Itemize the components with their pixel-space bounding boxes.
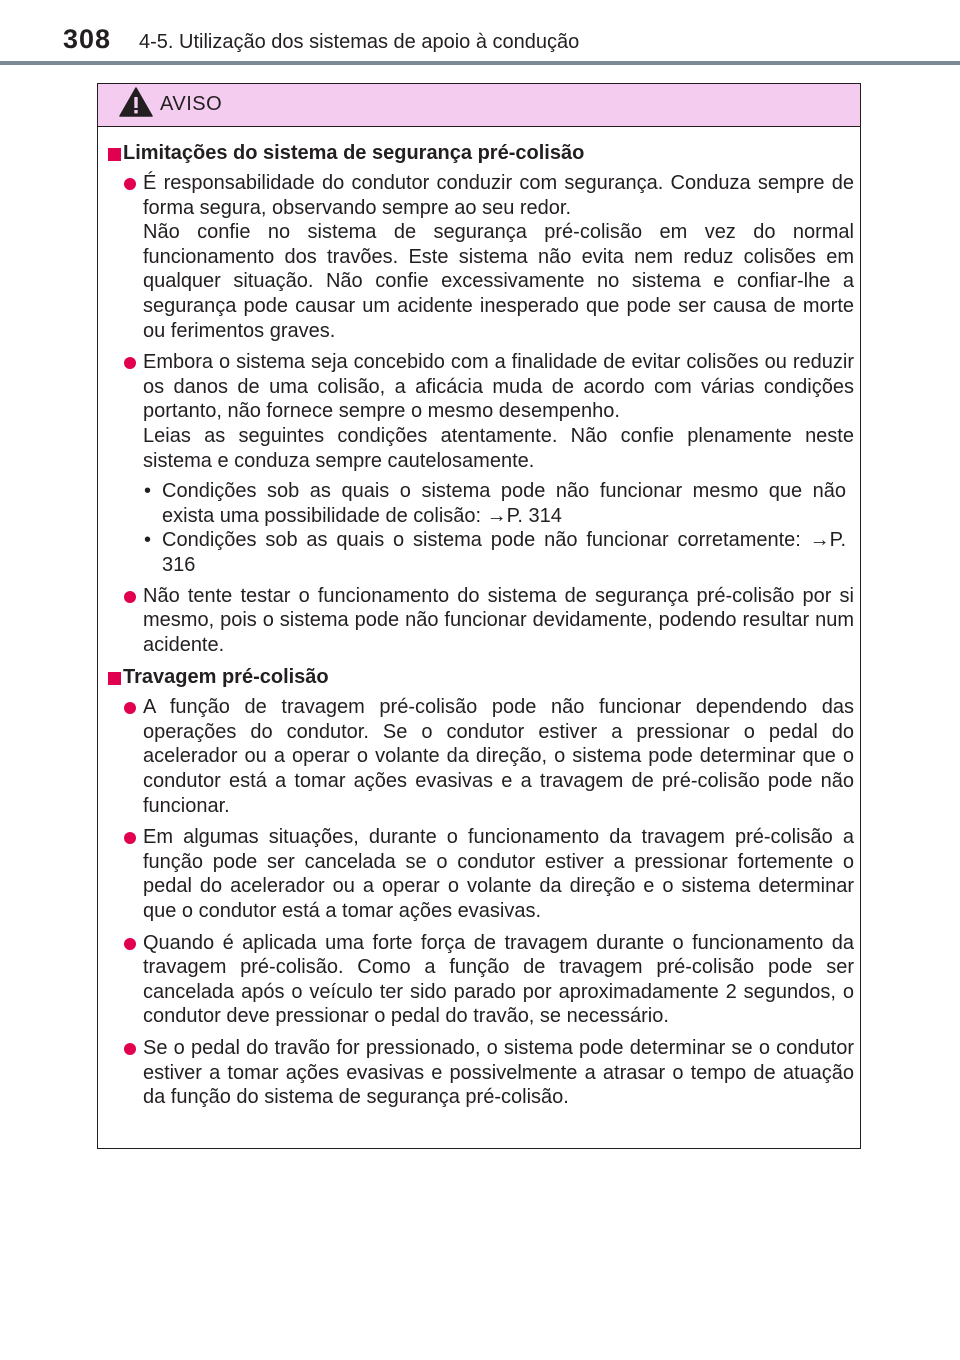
list-item	[98, 825, 862, 923]
sub-list-item	[98, 479, 862, 528]
section-title: 4-5. Utilização dos sistemas de apoio à condução	[139, 31, 580, 53]
round-bullet-icon	[124, 357, 136, 369]
paragraph: A função de travagem pré-colisão pode não funcionar dependendo das operações do condutor. Se o condutor estiver a pressionar o pedal do acelerador ou a operar o volante da direção, o sistema pode determinar que o condutor está a tomar ações evasivas e a travagem de pré-colisão pode não funcionar.	[143, 696, 854, 817]
list-item	[98, 1036, 862, 1110]
paragraph: Não tente testar o funcionamento do sistema de segurança pré-colisão por si mesmo, pois o sistema pode não funcionar devidamente, podendo resultar num acidente.	[143, 584, 854, 656]
square-bullet-icon	[108, 672, 121, 685]
warning-section-pre-collision-braking	[98, 664, 862, 1110]
section-heading: Travagem pré-colisão	[123, 666, 329, 689]
list-item	[98, 171, 862, 343]
list-item	[98, 350, 862, 473]
paragraph: Não confie no sistema de segurança pré-colisão em vez do normal funcionamento dos travões. Este sistema não evita nem reduz colisões em qualquer situação. Não confie excessivamente no sistema e confiar-lhe a segurança pode causar um acidente inesperado que pode ser causa de morte ou ferimentos graves.	[143, 221, 854, 342]
paragraph: Leias as seguintes condições atentamente. Não confie plenamente neste sistema e conduza sempre cautelosamente.	[143, 424, 854, 472]
warning-header	[98, 84, 860, 127]
round-bullet-icon	[124, 832, 136, 844]
paragraph: Se o pedal do travão for pressionado, o sistema pode determinar se o condutor estiver a tomar ações evasivas e possivelmente a atrasar o tempo de atuação da função do sistema de segurança pré-colisão.	[143, 1037, 854, 1109]
round-bullet-icon	[124, 591, 136, 603]
round-bullet-icon	[124, 938, 136, 950]
warning-box	[97, 83, 861, 1149]
list-item	[98, 584, 862, 658]
square-bullet-icon	[108, 148, 121, 161]
sub-bullet-icon: •	[144, 529, 152, 552]
round-bullet-icon	[124, 1043, 136, 1055]
page-header	[0, 0, 960, 66]
warning-section-limitations	[98, 140, 862, 657]
sub-list-item	[98, 528, 862, 577]
header-rule	[0, 61, 960, 65]
section-heading-row	[98, 664, 862, 692]
warning-triangle-icon	[119, 87, 153, 117]
page-number: 308	[63, 24, 112, 54]
sub-item-text: Condições sob as quais o sistema pode não funcionar corretamente: →P. 316	[162, 529, 846, 576]
sub-bullet-icon: •	[144, 480, 152, 503]
section-heading: Limitações do sistema de segurança pré-colisão	[123, 142, 585, 164]
list-item	[98, 931, 862, 1029]
sub-list	[98, 479, 862, 577]
section-heading-row	[98, 140, 862, 168]
warning-label: AVISO	[160, 93, 223, 115]
warning-body	[98, 140, 862, 1117]
list-item	[98, 695, 862, 818]
sub-item-text: Condições sob as quais o sistema pode não funcionar mesmo que não exista uma possibilidade de colisão: →P. 314	[162, 480, 846, 527]
paragraph: Em algumas situações, durante o funcionamento da travagem pré-colisão a função pode ser cancelada se o condutor estiver a pressionar fortemente o pedal do acelerador ou a operar o volante da direção e o sistema determinar que o condutor está a tomar ações evasivas.	[143, 826, 854, 923]
paragraph: Quando é aplicada uma forte força de travagem durante o funcionamento da travagem pré-colisão. Como a função de travagem pré-colisão pode ser cancelada após o veículo ter sido parado por aproximadamente 2 segundos, o condutor deve pressionar o pedal do travão, se necessário.	[143, 931, 854, 1028]
paragraph: Embora o sistema seja concebido com a finalidade de evitar colisões ou reduzir os danos de uma colisão, a aficácia muda de acordo com várias condições portanto, não fornece sempre o mesmo desempenho.	[143, 351, 854, 423]
round-bullet-icon	[124, 178, 136, 190]
round-bullet-icon	[124, 702, 136, 714]
paragraph: É responsabilidade do condutor conduzir com segurança. Conduza sempre de forma segura, observando sempre ao seu redor.	[143, 172, 854, 219]
